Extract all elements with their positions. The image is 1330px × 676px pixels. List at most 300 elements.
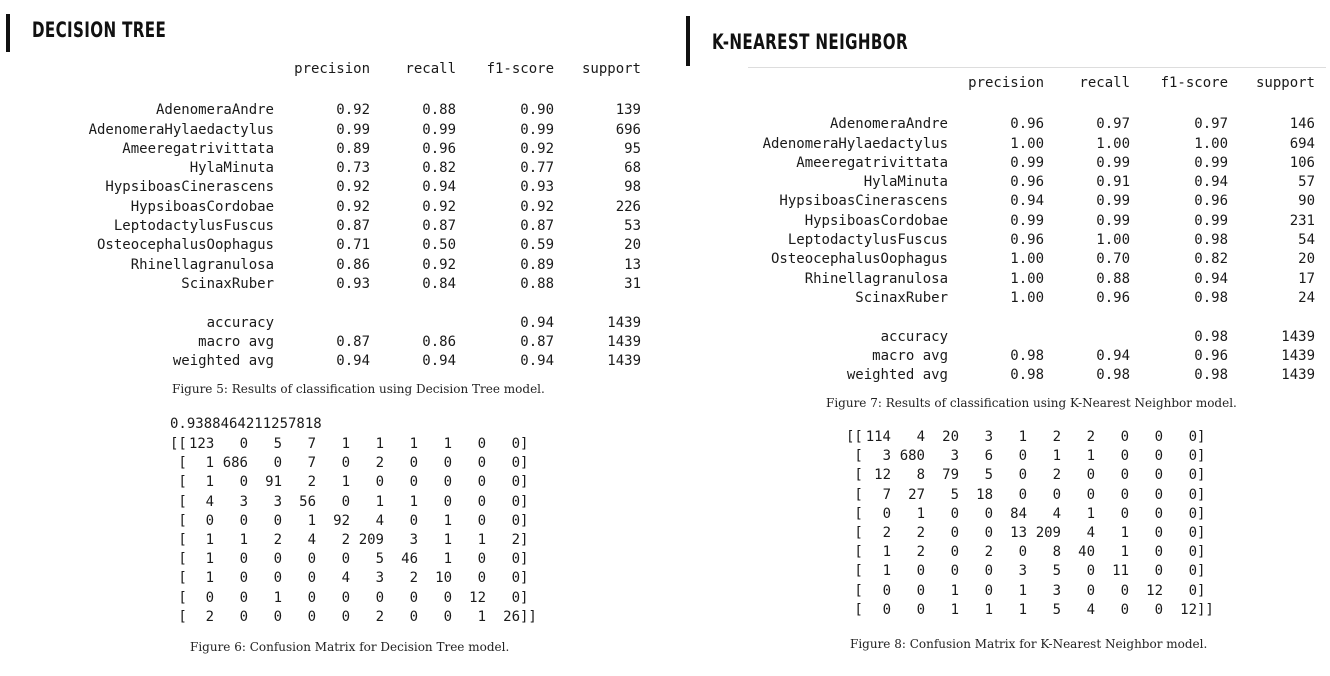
matrix-cell: 0: [1154, 448, 1163, 465]
metric-value: 231: [1289, 212, 1315, 229]
matrix-bracket: [: [170, 608, 187, 625]
matrix-cell: 1: [341, 474, 350, 491]
class-label: AdenomeraHylaedactylus: [88, 121, 274, 138]
matrix-cell: 0: [1154, 467, 1163, 484]
matrix-cell: 0: [882, 582, 891, 599]
knn-report-table: [752, 72, 1315, 385]
section-marker-bar: [6, 14, 10, 52]
metric-value: 0.92: [336, 102, 370, 119]
metric-value: 0.96: [1010, 174, 1044, 191]
summary-value: 1439: [1281, 367, 1315, 384]
table-row: [78, 159, 641, 178]
matrix-cell: 0: [205, 512, 214, 529]
matrix-cell: 1: [205, 455, 214, 472]
matrix-cell: 4: [375, 512, 384, 529]
metric-value: 1.00: [1096, 232, 1130, 249]
matrix-cell: 0: [1120, 448, 1129, 465]
matrix-cell: 13: [1010, 524, 1027, 541]
metric-value: 0.84: [422, 275, 456, 292]
matrix-cell: 0: [477, 436, 486, 452]
class-label: AdenomeraAndre: [155, 102, 274, 119]
matrix-cell: 3: [1052, 582, 1061, 599]
matrix-cell: 0: [1154, 429, 1163, 445]
spacer-row: [78, 82, 641, 101]
metric-value: 0.71: [336, 237, 370, 254]
metric-value: 0.99: [1096, 212, 1130, 229]
metric-value: 0.87: [422, 218, 456, 235]
metric-value: 0.93: [520, 179, 554, 196]
matrix-cell: 1: [1120, 524, 1129, 541]
matrix-bracket: ]: [1197, 448, 1206, 465]
table-row: [752, 115, 1315, 134]
matrix-cell: 0: [984, 563, 993, 580]
class-label: Ameeregatrivittata: [796, 154, 948, 171]
metric-value: 1.00: [1010, 135, 1044, 152]
metric-value: 0.73: [336, 160, 370, 177]
matrix-cell: 4: [1052, 505, 1061, 522]
matrix-row: [170, 473, 537, 492]
matrix-row: [846, 466, 1214, 485]
matrix-cell: 1: [882, 563, 891, 580]
metric-value: 13: [624, 256, 641, 273]
metric-value: 0.87: [520, 218, 554, 235]
metric-value: 53: [624, 218, 641, 235]
matrix-cell: 0: [307, 570, 316, 587]
metric-value: 0.93: [336, 275, 370, 292]
matrix-cell: 0: [341, 455, 350, 472]
matrix-bracket: [: [846, 601, 863, 618]
matrix-cell: 0: [984, 582, 993, 599]
summary-label: accuracy: [880, 328, 948, 345]
metric-value: 0.90: [520, 102, 554, 119]
matrix-cell: 12: [1180, 601, 1197, 618]
matrix-cell: 8: [916, 467, 925, 484]
matrix-cell: 11: [1112, 563, 1129, 580]
metric-value: 68: [624, 160, 641, 177]
matrix-row: [170, 608, 537, 627]
matrix-cell: 0: [1120, 486, 1129, 503]
matrix-cell: 0: [1086, 582, 1095, 599]
metric-value: 0.89: [336, 140, 370, 157]
matrix-cell: 1: [477, 608, 486, 625]
metric-value: 0.92: [336, 198, 370, 215]
class-label: HypsiboasCordobae: [804, 212, 948, 229]
column-header: support: [1255, 75, 1315, 92]
matrix-cell: 2: [205, 608, 214, 625]
decision-tree-report-table: [78, 58, 641, 371]
metric-value: 1.00: [1010, 270, 1044, 287]
metric-value: 95: [624, 140, 641, 157]
summary-value: 0.96: [1194, 347, 1228, 364]
matrix-cell: 8: [1052, 544, 1061, 561]
matrix-row: [170, 454, 537, 473]
matrix-bracket: [: [846, 544, 863, 561]
matrix-cell: 0: [1188, 429, 1197, 445]
class-label: HylaMinuta: [189, 160, 274, 177]
matrix-bracket: ]: [1197, 467, 1206, 484]
matrix-cell: 0: [1188, 486, 1197, 503]
matrix-cell: 0: [950, 505, 959, 522]
matrix-cell: 0: [239, 570, 248, 587]
metric-value: 0.99: [1096, 154, 1130, 171]
matrix-cell: 1: [307, 512, 316, 529]
matrix-cell: 0: [273, 608, 282, 625]
matrix-row: [170, 435, 537, 454]
matrix-cell: 0: [1188, 467, 1197, 484]
matrix-cell: 1: [1120, 544, 1129, 561]
metric-value: 0.94: [1010, 193, 1044, 210]
metric-value: 106: [1289, 154, 1315, 171]
metric-value: 0.96: [422, 140, 456, 157]
matrix-cell: 0: [511, 589, 520, 606]
metric-value: 1.00: [1096, 135, 1130, 152]
class-label: OsteocephalusOophagus: [770, 251, 948, 268]
matrix-cell: 0: [341, 608, 350, 625]
table-row: [78, 101, 641, 120]
matrix-bracket: [: [846, 448, 863, 465]
table-row: [78, 198, 641, 217]
summary-value: 1439: [607, 314, 641, 331]
matrix-bracket: ]: [520, 589, 529, 606]
matrix-row: [846, 505, 1214, 524]
metric-value: 0.77: [520, 160, 554, 177]
matrix-cell: 0: [950, 563, 959, 580]
metric-value: 0.89: [520, 256, 554, 273]
knn-confusion-matrix: [846, 428, 1214, 620]
matrix-cell: 0: [1154, 544, 1163, 561]
matrix-cell: 0: [273, 551, 282, 568]
summary-value: [948, 328, 1044, 347]
matrix-cell: 0: [1086, 563, 1095, 580]
matrix-cell: 0: [1018, 448, 1027, 465]
matrix-bracket: ]: [520, 474, 529, 491]
summary-label: weighted avg: [172, 353, 274, 370]
matrix-cell: 0: [511, 570, 520, 587]
metric-value: 20: [1298, 251, 1315, 268]
class-label: HypsiboasCinerascens: [105, 179, 274, 196]
matrix-bracket: [: [170, 512, 187, 529]
matrix-cell: 0: [409, 589, 418, 606]
class-label: ScinaxRuber: [181, 275, 274, 292]
matrix-bracket: [: [170, 589, 187, 606]
matrix-cell: 2: [1052, 467, 1061, 484]
summary-value: [1044, 328, 1130, 347]
metric-value: 139: [615, 102, 641, 119]
matrix-cell: 0: [1086, 467, 1095, 484]
metric-value: 0.99: [336, 121, 370, 138]
summary-value: 0.87: [336, 333, 370, 350]
matrix-row: [846, 447, 1214, 466]
matrix-bracket: [: [846, 486, 863, 503]
column-header: precision: [968, 75, 1044, 92]
matrix-cell: 0: [511, 512, 520, 529]
metric-value: 0.82: [1194, 251, 1228, 268]
matrix-bracket: ]: [520, 570, 529, 587]
matrix-cell: 12: [1146, 582, 1163, 599]
spacer-row: [78, 294, 641, 313]
matrix-cell: 1: [1018, 429, 1027, 445]
matrix-cell: 0: [443, 474, 452, 491]
summary-value: 1439: [607, 353, 641, 370]
metric-value: 0.91: [1096, 174, 1130, 191]
summary-value: 0.94: [1096, 347, 1130, 364]
class-label: LeptodactylusFuscus: [787, 232, 948, 249]
matrix-cell: 0: [950, 544, 959, 561]
matrix-cell: 1: [984, 601, 993, 618]
matrix-cell: 0: [511, 551, 520, 568]
class-label: Rhinellagranulosa: [130, 256, 274, 273]
figure-6-caption: Figure 6: Confusion Matrix for Decision Tree model.: [190, 640, 510, 654]
matrix-cell: 1: [409, 493, 418, 510]
matrix-cell: 0: [1018, 486, 1027, 503]
metric-value: 0.99: [422, 121, 456, 138]
matrix-cell: 3: [239, 493, 248, 510]
matrix-bracket: [: [846, 524, 863, 541]
table-row: [78, 275, 641, 294]
knn-heading: K-NEAREST NEIGHBOR: [712, 30, 908, 54]
table-row: [78, 140, 641, 159]
matrix-cell: 1: [443, 512, 452, 529]
matrix-cell: 3: [1018, 563, 1027, 580]
matrix-cell: 1: [443, 531, 452, 548]
column-header: f1-score: [486, 61, 554, 78]
metric-value: 0.99: [1010, 212, 1044, 229]
matrix-cell: 0: [409, 455, 418, 472]
matrix-row: [846, 428, 1214, 447]
metric-value: 0.97: [1096, 116, 1130, 133]
metric-value: 0.99: [1194, 212, 1228, 229]
matrix-cell: 0: [341, 493, 350, 510]
matrix-cell: 123: [189, 436, 215, 452]
matrix-cell: 0: [1154, 486, 1163, 503]
summary-row: [78, 314, 641, 333]
matrix-cell: 27: [908, 486, 925, 503]
metric-value: 17: [1298, 270, 1315, 287]
matrix-cell: 0: [443, 493, 452, 510]
matrix-cell: 0: [1052, 486, 1061, 503]
table-row: [752, 289, 1315, 308]
matrix-cell: 2: [307, 474, 316, 491]
matrix-cell: 79: [942, 467, 959, 484]
class-label: HypsiboasCordobae: [130, 198, 274, 215]
summary-value: 1439: [1281, 347, 1315, 364]
matrix-row: [170, 589, 537, 608]
class-label: ScinaxRuber: [855, 289, 948, 306]
matrix-cell: 2: [882, 524, 891, 541]
matrix-cell: 1: [916, 505, 925, 522]
matrix-cell: 114: [865, 429, 891, 445]
matrix-cell: 2: [984, 544, 993, 561]
matrix-cell: 46: [401, 551, 418, 568]
figure-5-caption: Figure 5: Results of classification using Decision Tree model.: [172, 382, 545, 396]
section-marker-bar: [686, 16, 690, 66]
matrix-cell: 0: [239, 512, 248, 529]
matrix-bracket: ]: [1197, 505, 1206, 522]
matrix-row: [846, 582, 1214, 601]
matrix-row: [846, 524, 1214, 543]
matrix-cell: 1: [1018, 601, 1027, 618]
class-label: HypsiboasCinerascens: [779, 193, 948, 210]
summary-value: 0.87: [520, 333, 554, 350]
matrix-cell: 0: [511, 436, 520, 452]
matrix-bracket: ]: [1197, 429, 1206, 445]
matrix-cell: 1: [409, 436, 418, 452]
matrix-cell: 0: [273, 512, 282, 529]
matrix-cell: 0: [477, 474, 486, 491]
matrix-cell: 1: [1018, 582, 1027, 599]
summary-row: [752, 328, 1315, 347]
matrix-cell: 0: [239, 608, 248, 625]
matrix-bracket: ]: [520, 551, 529, 568]
matrix-cell: 0: [916, 601, 925, 618]
matrix-cell: 0: [1154, 563, 1163, 580]
matrix-cell: 1: [375, 493, 384, 510]
metric-value: 0.88: [422, 102, 456, 119]
metric-value: 0.99: [520, 121, 554, 138]
table-row: [78, 217, 641, 236]
table-row: [752, 192, 1315, 211]
metric-value: 57: [1298, 174, 1315, 191]
metric-value: 0.96: [1194, 193, 1228, 210]
matrix-row: [170, 569, 537, 588]
matrix-cell: 3: [273, 493, 282, 510]
metric-value: 696: [615, 121, 641, 138]
matrix-cell: 2: [916, 524, 925, 541]
matrix-cell: 0: [984, 524, 993, 541]
matrix-cell: 0: [239, 551, 248, 568]
matrix-cell: 5: [375, 551, 384, 568]
matrix-cell: 0: [882, 505, 891, 522]
matrix-cell: 5: [273, 436, 282, 452]
matrix-cell: 0: [511, 474, 520, 491]
metric-value: 694: [1289, 135, 1315, 152]
matrix-cell: 0: [1188, 448, 1197, 465]
matrix-cell: 1: [950, 582, 959, 599]
matrix-cell: 0: [1120, 505, 1129, 522]
matrix-cell: 0: [1154, 524, 1163, 541]
matrix-cell: 0: [984, 505, 993, 522]
matrix-cell: 0: [1154, 505, 1163, 522]
matrix-cell: 0: [375, 474, 384, 491]
matrix-cell: 0: [511, 455, 520, 472]
matrix-bracket: ]: [1197, 544, 1206, 561]
summary-label: macro avg: [872, 347, 948, 364]
metric-value: 0.99: [1096, 193, 1130, 210]
matrix-row: [170, 531, 537, 550]
matrix-cell: 0: [477, 551, 486, 568]
matrix-cell: 0: [307, 608, 316, 625]
matrix-cell: 0: [443, 455, 452, 472]
matrix-bracket: ]]: [1197, 601, 1214, 618]
matrix-cell: 686: [222, 455, 248, 472]
matrix-cell: 92: [333, 512, 350, 529]
matrix-cell: 1: [341, 436, 350, 452]
decision-tree-confusion-matrix: [170, 435, 537, 627]
matrix-bracket: ]: [520, 455, 529, 472]
matrix-cell: 7: [882, 486, 891, 503]
matrix-cell: 0: [443, 608, 452, 625]
matrix-bracket: [: [170, 570, 187, 587]
matrix-cell: 0: [1188, 505, 1197, 522]
matrix-cell: 6: [984, 448, 993, 465]
matrix-cell: 0: [511, 493, 520, 510]
header-spacer: [752, 72, 948, 96]
column-header: recall: [1079, 75, 1130, 92]
matrix-row: [846, 601, 1214, 620]
matrix-cell: 0: [307, 589, 316, 606]
metric-value: 0.94: [1194, 174, 1228, 191]
summary-value: 0.98: [1010, 367, 1044, 384]
matrix-cell: 0: [1188, 582, 1197, 599]
metric-value: 0.99: [1010, 154, 1044, 171]
metric-value: 0.94: [422, 179, 456, 196]
metric-value: 0.82: [422, 160, 456, 177]
summary-value: [274, 314, 370, 333]
metric-value: 0.96: [1010, 232, 1044, 249]
decision-tree-accuracy-value: 0.9388464211257818: [170, 416, 322, 432]
table-row: [78, 236, 641, 255]
matrix-cell: 1: [205, 474, 214, 491]
matrix-cell: 680: [899, 448, 925, 465]
metric-value: 0.88: [1096, 270, 1130, 287]
metric-value: 0.92: [520, 198, 554, 215]
metric-value: 146: [1289, 116, 1315, 133]
matrix-row: [170, 493, 537, 512]
matrix-cell: 0: [239, 474, 248, 491]
matrix-cell: 5: [1052, 601, 1061, 618]
matrix-cell: 2: [375, 455, 384, 472]
matrix-cell: 20: [942, 429, 959, 445]
metric-value: 1.00: [1194, 135, 1228, 152]
matrix-bracket: [: [846, 505, 863, 522]
matrix-cell: 0: [1188, 524, 1197, 541]
metric-value: 0.92: [422, 198, 456, 215]
matrix-cell: 84: [1010, 505, 1027, 522]
spacer-row: [752, 96, 1315, 115]
metric-value: 0.92: [520, 140, 554, 157]
matrix-cell: 0: [950, 524, 959, 541]
matrix-cell: 3: [409, 531, 418, 548]
class-label: Ameeregatrivittata: [122, 140, 274, 157]
table-row: [752, 154, 1315, 173]
table-row: [752, 270, 1315, 289]
matrix-cell: 0: [1120, 467, 1129, 484]
summary-value: 0.94: [520, 353, 554, 370]
matrix-row: [170, 512, 537, 531]
matrix-cell: 0: [916, 563, 925, 580]
summary-label: weighted avg: [846, 367, 948, 384]
class-label: LeptodactylusFuscus: [113, 218, 274, 235]
table-row: [752, 250, 1315, 269]
matrix-cell: 2: [1086, 429, 1095, 445]
summary-row: [752, 366, 1315, 385]
class-label: AdenomeraAndre: [829, 116, 948, 133]
table-row: [752, 212, 1315, 231]
table-row: [752, 135, 1315, 154]
metric-value: 0.70: [1096, 251, 1130, 268]
matrix-cell: 1: [205, 570, 214, 587]
matrix-cell: 3: [984, 429, 993, 445]
matrix-cell: 0: [409, 474, 418, 491]
column-header: f1-score: [1160, 75, 1228, 92]
matrix-cell: 2: [511, 531, 520, 548]
table-row: [78, 256, 641, 275]
class-label: OsteocephalusOophagus: [96, 237, 274, 254]
matrix-cell: 56: [299, 493, 316, 510]
matrix-cell: 0: [477, 493, 486, 510]
matrix-row: [846, 562, 1214, 581]
matrix-cell: 12: [469, 589, 486, 606]
